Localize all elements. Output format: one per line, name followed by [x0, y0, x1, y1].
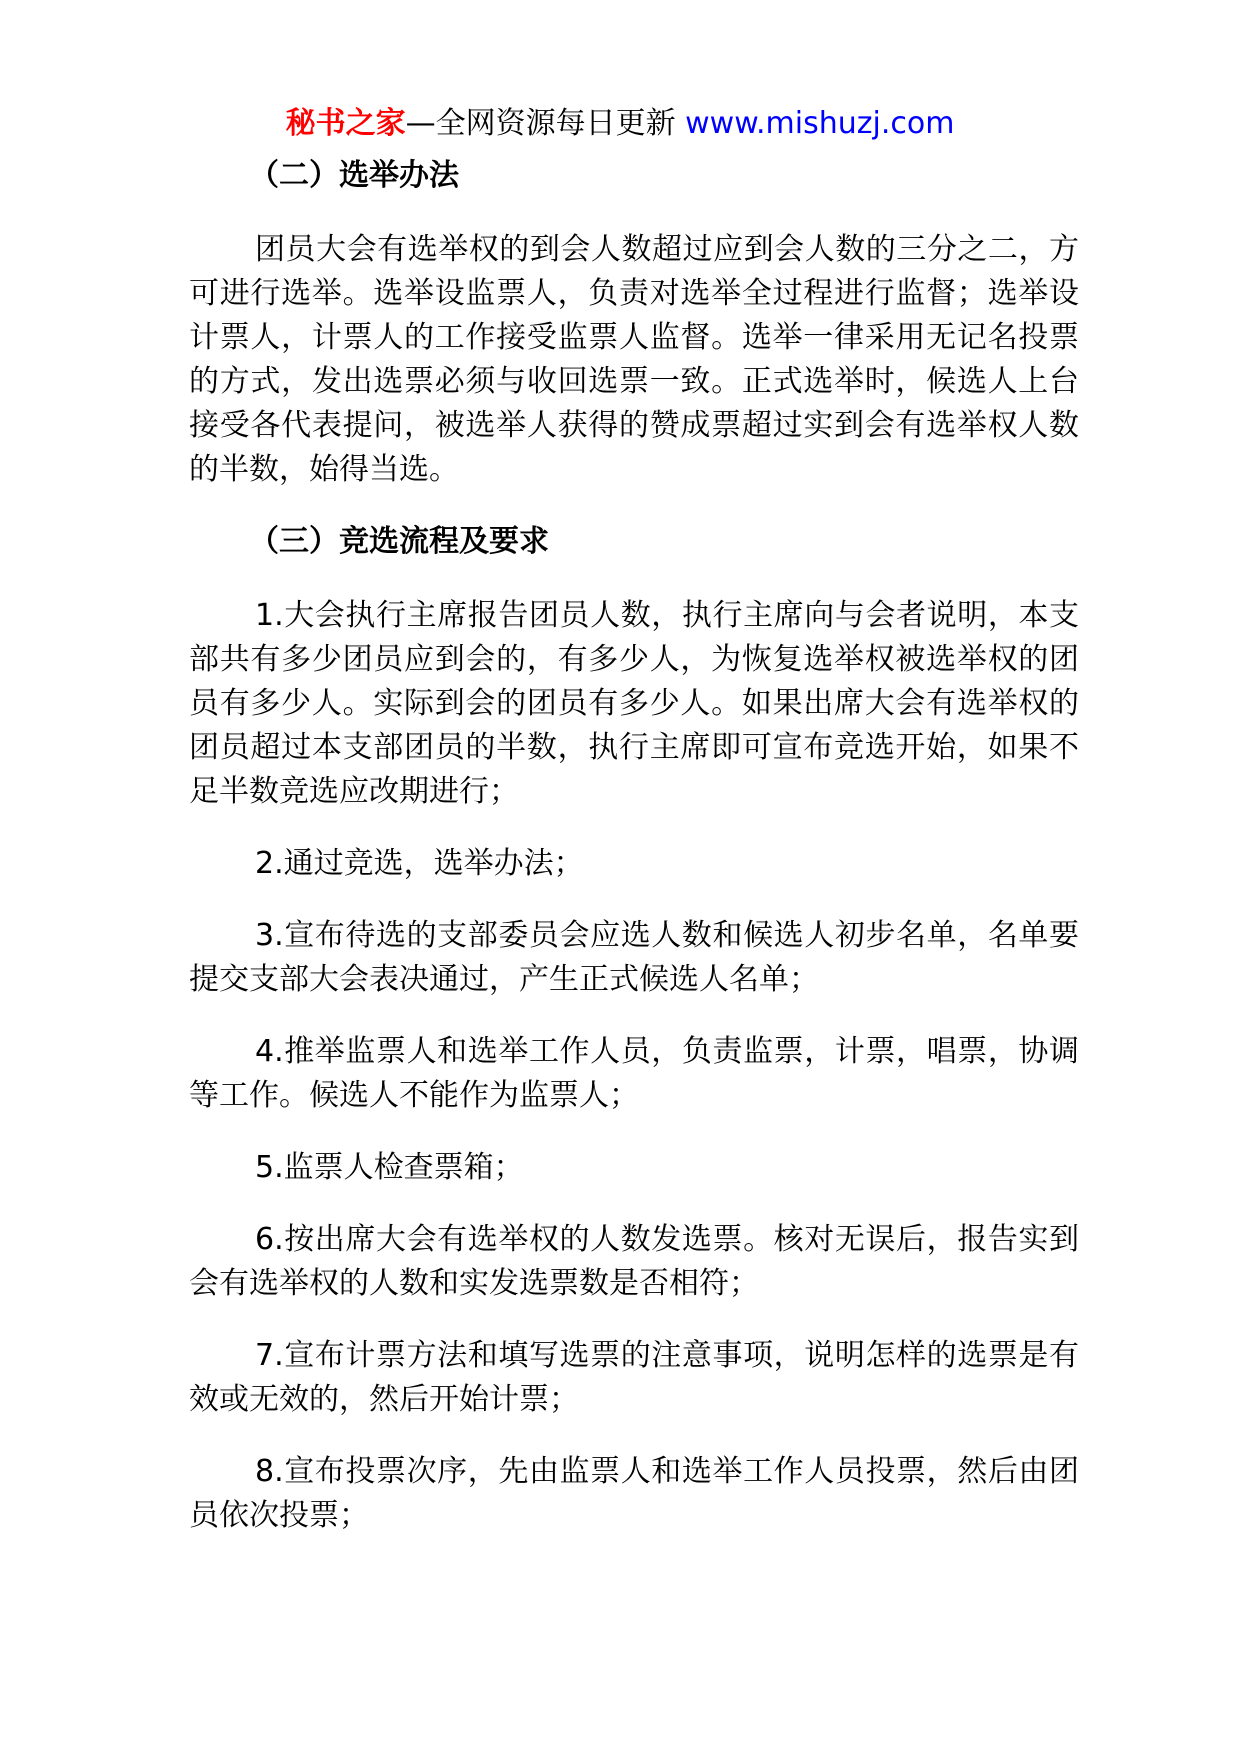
election-method-paragraph: 团员大会有选举权的到会人数超过应到会人数的三分之二，方可进行选举。选举设监票人，负责对选举全过程进行监督；选举设计票人，计票人的工作接受监票人监督。选举一律采用无记名投票的方式，发出选票必须与收回选票一致。正式选举时，候选人上台接受各代表提问，被选举人获得的赞成票超过实到会有选举权人数的半数，始得当选。: [189, 232, 1079, 487]
site-header: [0, 104, 1240, 144]
process-step-8: 8.宣布投票次序，先由监票人和选举工作人员投票，然后由团员依次投票；: [189, 1454, 1079, 1533]
site-url-link[interactable]: www.mishuzj.com: [685, 106, 955, 141]
process-step-7: 7.宣布计票方法和填写选票的注意事项，说明怎样的选票是有效或无效的，然后开始计票；: [189, 1338, 1079, 1417]
process-step-2: 2.通过竞选，选举办法；: [255, 846, 584, 881]
section-heading-election-method: （二）选举办法: [249, 158, 459, 193]
process-step-3: 3.宣布待选的支部委员会应选人数和候选人初步名单，名单要提交支部大会表决通过，产生正式候选人名单；: [189, 918, 1079, 997]
document-body: [189, 154, 1079, 1566]
process-step-1: 1.大会执行主席报告团员人数，执行主席向与会者说明，本支部共有多少团员应到会的，有多少人，为恢复选举权被选举权的团员有多少人。实际到会的团员有多少人。如果出席大会有选举权的团员超过本支部团员的半数，执行主席即可宣布竞选开始，如果不足半数竞选应改期进行；: [189, 598, 1079, 809]
brand-name: 秘书之家: [285, 106, 406, 141]
process-step-4: 4.推举监票人和选举工作人员，负责监票，计票，唱票，协调等工作。候选人不能作为监票人；: [189, 1034, 1079, 1113]
process-step-6: 6.按出席大会有选举权的人数发选票。核对无误后，报告实到会有选举权的人数和实发选票数是否相符；: [189, 1222, 1079, 1301]
process-step-5: 5.监票人检查票箱；: [255, 1150, 524, 1185]
section-heading-election-process: （三）竞选流程及要求: [249, 524, 549, 559]
header-slogan: —全网资源每日更新: [405, 106, 676, 141]
